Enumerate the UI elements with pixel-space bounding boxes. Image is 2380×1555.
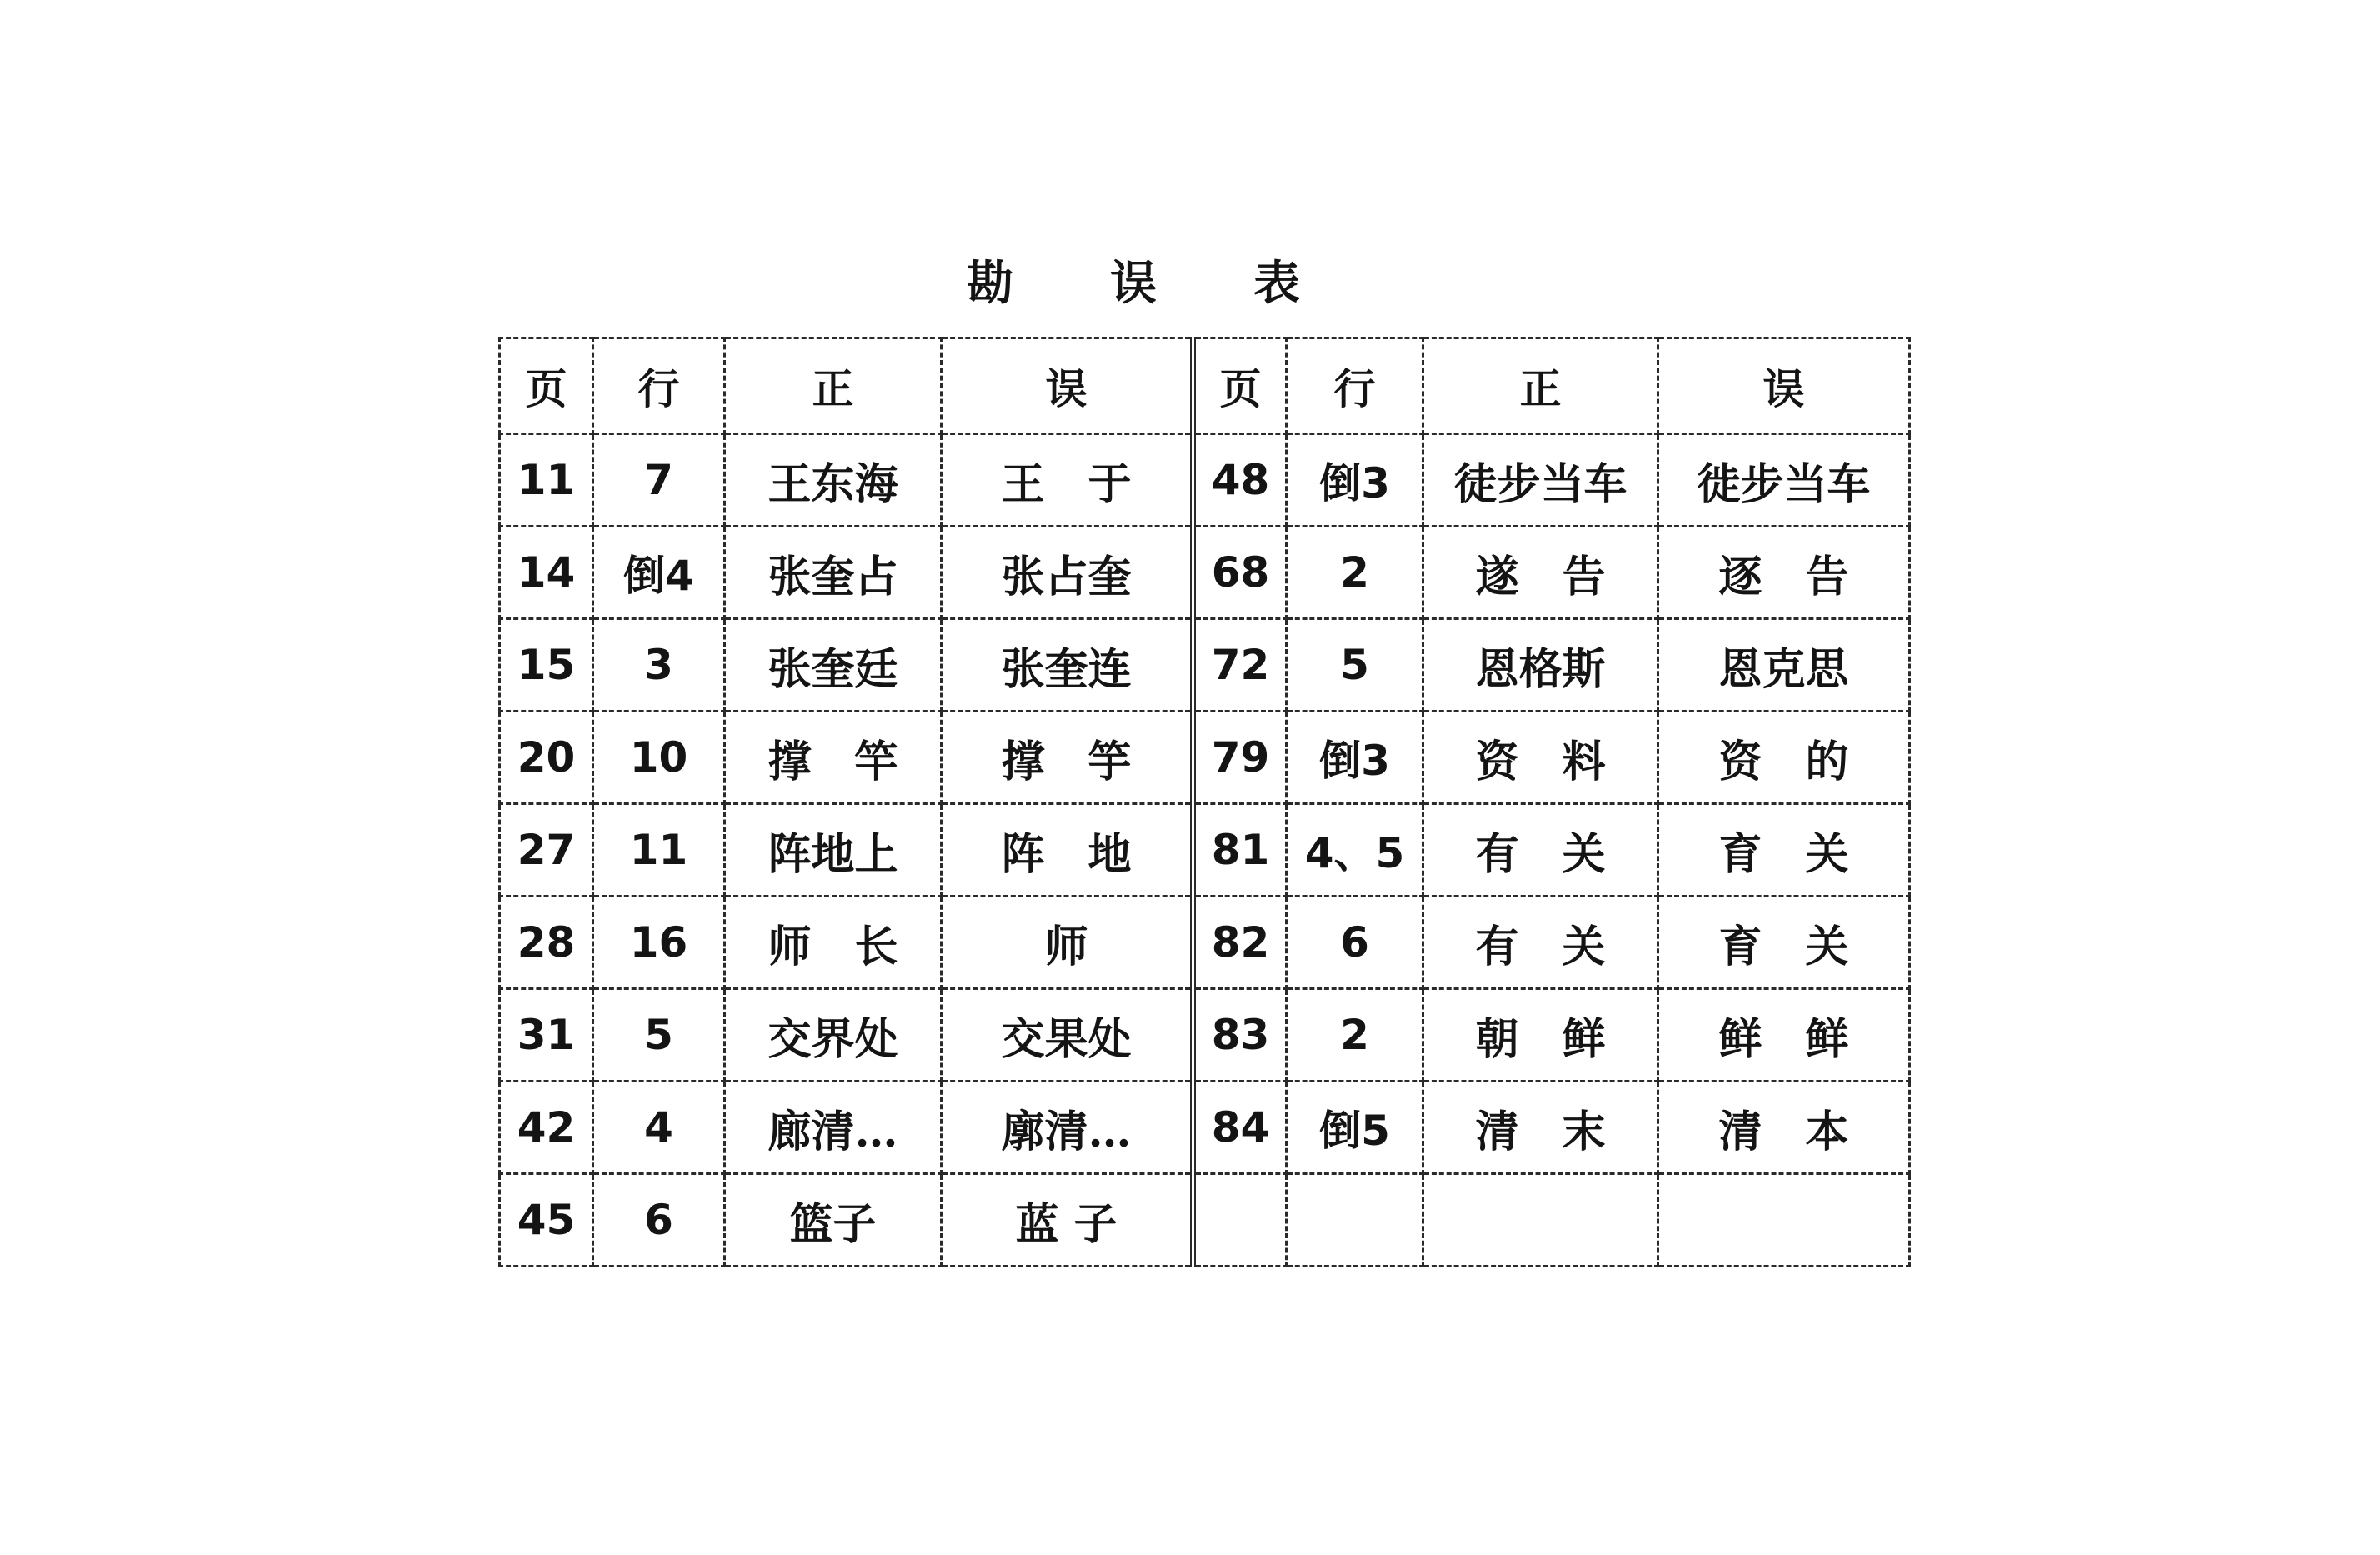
left-line-cell: 3 — [593, 619, 725, 712]
header-page: 页 — [500, 338, 593, 434]
left-wrong-cell: 师 — [942, 897, 1193, 989]
left-page-cell: 45 — [500, 1174, 593, 1267]
left-page-cell: 14 — [500, 527, 593, 619]
left-correct-cell: 阵地上 — [725, 804, 942, 897]
left-page-cell: 28 — [500, 897, 593, 989]
table-row — [500, 897, 1910, 989]
left-correct-cell: 廊清… — [725, 1082, 942, 1174]
left-correct-cell: 张奎占 — [725, 527, 942, 619]
left-page-cell: 11 — [500, 434, 593, 527]
right-wrong-cell: 恩克思 — [1658, 619, 1910, 712]
left-correct-cell: 师 长 — [725, 897, 942, 989]
table-row — [500, 712, 1910, 804]
right-page-cell: 81 — [1193, 804, 1287, 897]
right-wrong-cell: 逐 告 — [1658, 527, 1910, 619]
right-page-cell: 68 — [1193, 527, 1287, 619]
right-correct-cell: 朝 鲜 — [1423, 989, 1658, 1082]
page-title — [967, 247, 1300, 313]
title-char-1: 勘 — [967, 256, 1013, 311]
right-page-cell: 79 — [1193, 712, 1287, 804]
right-line-cell: 2 — [1287, 527, 1423, 619]
title-char-3: 表 — [1253, 256, 1300, 311]
left-wrong-cell: 交果处 — [942, 989, 1193, 1082]
left-correct-cell: 篮子 — [725, 1174, 942, 1267]
left-correct-cell: 张奎廷 — [725, 619, 942, 712]
left-wrong-cell: 王 于 — [942, 434, 1193, 527]
left-wrong-cell: 张占奎 — [942, 527, 1193, 619]
left-correct-cell: 撑 竿 — [725, 712, 942, 804]
left-line-cell: 11 — [593, 804, 725, 897]
title-char-2: 误 — [1110, 256, 1157, 311]
right-wrong-cell: 鲜 鲜 — [1658, 989, 1910, 1082]
header-wrong: 误 — [942, 338, 1193, 434]
right-page-cell: 72 — [1193, 619, 1287, 712]
right-page-cell — [1193, 1174, 1287, 1267]
left-wrong-cell: 撑 竽 — [942, 712, 1193, 804]
left-page-cell: 20 — [500, 712, 593, 804]
right-line-cell: 倒3 — [1287, 712, 1423, 804]
left-line-cell: 4 — [593, 1082, 725, 1174]
right-line-cell: 6 — [1287, 897, 1423, 989]
header-correct-right: 正 — [1423, 338, 1658, 434]
table-row — [500, 619, 1910, 712]
right-line-cell: 倒3 — [1287, 434, 1423, 527]
right-correct-cell: 清 末 — [1423, 1082, 1658, 1174]
right-correct-cell: 有 关 — [1423, 897, 1658, 989]
right-line-cell: 4、5 — [1287, 804, 1423, 897]
right-wrong-cell: 清 本 — [1658, 1082, 1910, 1174]
table-row — [500, 1174, 1910, 1267]
left-page-cell: 31 — [500, 989, 593, 1082]
left-correct-cell: 王东海 — [725, 434, 942, 527]
table-row — [500, 527, 1910, 619]
right-correct-cell: 遂 告 — [1423, 527, 1658, 619]
left-wrong-cell: 蓝 子 — [942, 1174, 1193, 1267]
left-wrong-cell: 张奎连 — [942, 619, 1193, 712]
table-row — [500, 434, 1910, 527]
table-row — [500, 1082, 1910, 1174]
left-page-cell: 15 — [500, 619, 593, 712]
right-line-cell — [1287, 1174, 1423, 1267]
right-wrong-cell — [1658, 1174, 1910, 1267]
left-correct-cell: 交界处 — [725, 989, 942, 1082]
left-line-cell: 5 — [593, 989, 725, 1082]
left-page-cell: 42 — [500, 1082, 593, 1174]
header-line: 行 — [593, 338, 725, 434]
left-line-cell: 倒4 — [593, 527, 725, 619]
right-wrong-cell: 育 关 — [1658, 804, 1910, 897]
right-correct-cell: 恩格斯 — [1423, 619, 1658, 712]
header-line-right: 行 — [1287, 338, 1423, 434]
header-correct: 正 — [725, 338, 942, 434]
right-line-cell: 2 — [1287, 989, 1423, 1082]
left-line-cell: 16 — [593, 897, 725, 989]
right-correct-cell: 徒步当车 — [1423, 434, 1658, 527]
right-page-cell: 83 — [1193, 989, 1287, 1082]
errata-table — [498, 337, 1911, 1268]
header-wrong-right: 误 — [1658, 338, 1910, 434]
left-page-cell: 27 — [500, 804, 593, 897]
right-page-cell: 48 — [1193, 434, 1287, 527]
right-line-cell: 5 — [1287, 619, 1423, 712]
right-correct-cell: 资 料 — [1423, 712, 1658, 804]
left-wrong-cell: 阵 地 — [942, 804, 1193, 897]
right-wrong-cell: 徙步当车 — [1658, 434, 1910, 527]
left-line-cell: 10 — [593, 712, 725, 804]
left-wrong-cell: 廓清… — [942, 1082, 1193, 1174]
table-row — [500, 804, 1910, 897]
right-line-cell: 倒5 — [1287, 1082, 1423, 1174]
header-page-right: 页 — [1193, 338, 1287, 434]
right-page-cell: 84 — [1193, 1082, 1287, 1174]
right-wrong-cell: 育 关 — [1658, 897, 1910, 989]
right-page-cell: 82 — [1193, 897, 1287, 989]
right-correct-cell: 有 关 — [1423, 804, 1658, 897]
errata-body — [500, 434, 1910, 1267]
header-row — [500, 338, 1910, 434]
left-line-cell: 6 — [593, 1174, 725, 1267]
table-row — [500, 989, 1910, 1082]
right-wrong-cell: 资 的 — [1658, 712, 1910, 804]
right-correct-cell — [1423, 1174, 1658, 1267]
left-line-cell: 7 — [593, 434, 725, 527]
